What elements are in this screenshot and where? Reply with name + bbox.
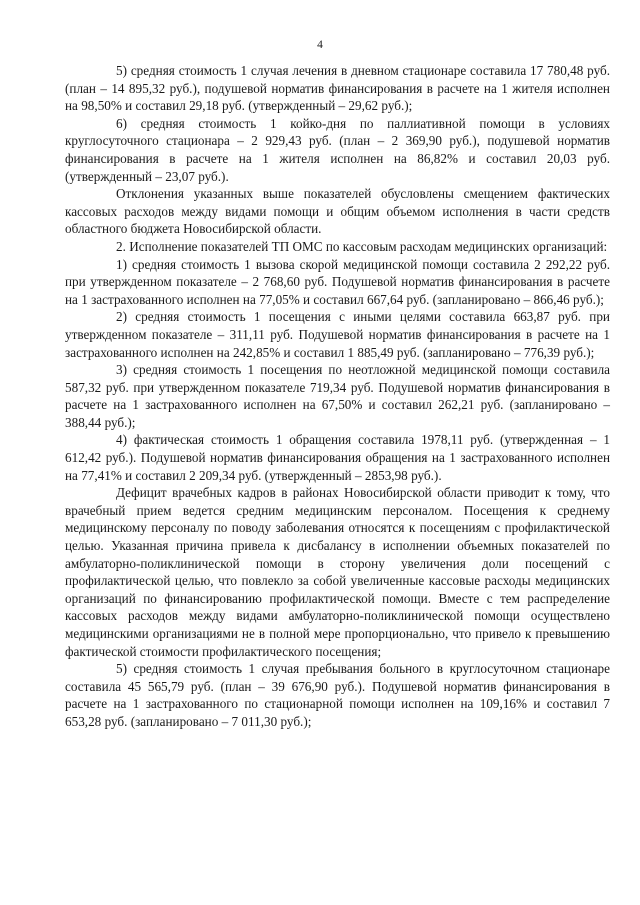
document-body [65,62,610,731]
paragraph-other-visit-cost: 2) средняя стоимость 1 посещения с иными целями составила 663,87 руб. при утвержденном показателе – 311,11 руб. Подушевой норматив финансирования в расчете на 1 застрахованного исполнен на 242,85% и составил 1 885,49 руб. (запланировано – 776,39 руб.); [65,309,610,360]
paragraph-ambulance-call-cost: 1) средняя стоимость 1 вызова скорой медицинской помощи составила 2 292,22 руб. при утвержденном показателе – 2 768,60 руб. Подушевой норматив финансирования в расчете на 1 застрахованного исполнен на 77,05% и составил 667,64 руб. (запланировано – 866,46 руб.); [65,256,610,307]
paragraph-day-hospital-cost: 5) средняя стоимость 1 случая лечения в дневном стационаре составила 17 780,48 руб. (план – 14 895,32 руб.), подушевой норматив финансирования в расчете на 1 жителя исполнен на 98,50% и составил 29,18 руб. (утвержденный – 29,62 руб.); [65,63,610,114]
paragraph-palliative-bed-day-cost: 6) средняя стоимость 1 койко-дня по паллиативной помощи в условиях круглосуточного стационара – 2 929,43 руб. (план – 2 369,90 руб.), подушевой норматив финансирования в расчете на 1 жителя исполнен на 86,82% и составил 20,03 руб. (утвержденный – 23,07 руб.). [65,115,610,184]
page-number: 4 [317,39,323,51]
paragraph-urgent-care-visit-cost: 3) средняя стоимость 1 посещения по неотложной медицинской помощи составила 587,32 руб. при утвержденном показателе 719,34 руб. Подушевой норматив финансирования в расчете на 1 застрахованного исполнен на 67,50% и составил 262,21 руб. (запланировано – 388,44 руб.); [65,362,610,430]
paragraph-inpatient-case-cost: 5) средняя стоимость 1 случая пребывания больного в круглосуточном стационаре составила 45 565,79 руб. (план – 39 676,90 руб.). Подушевой норматив финансирования в расчете на 1 застрахованного по стационарной помощи исполнен на 109,16% и составил 7 653,28 руб. (запланировано – 7 011,30 руб.); [65,661,610,729]
paragraph-staff-deficit: Дефицит врачебных кадров в районах Новосибирской области приводит к тому, что врачебный прием ведется средним медицинским персоналом. Посещения к среднему медицинскому персоналу по поводу заболевания относятся к посещениям с профилактической целью. Указанная причина привела к дисбалансу в исполнении объемных показателей по амбулаторно-поликлинической помощи в сторону увеличения доли посещений с профилактической целью, что повлекло за собой увеличенные кассовые расходы медицинских организаций по финансированию профилактической помощи. Вместе с тем распределение кассовых расходов между видами амбулаторно-поликлинической помощи осуществлено медицинскими организациями не в полной мере пропорционально, что привело к превышению фактической стоимости профилактического посещения; [65,485,610,659]
paragraph-deviation-explanation: Отклонения указанных выше показателей обусловлены смещением фактических кассовых расходов между видами помощи и общим объемом исполнения в части средств областного бюджета Новосибирской области. [65,186,610,237]
paragraph-appeal-cost: 4) фактическая стоимость 1 обращения составила 1978,11 руб. (утвержденная – 1 612,42 руб.). Подушевой норматив финансирования обращения на 1 застрахованного исполнен на 77,41% и составил 2 209,34 руб. (утвержденный – 2853,98 руб.). [65,432,610,483]
paragraph-section-2-heading: 2. Исполнение показателей ТП ОМС по кассовым расходам медицинских организаций: [116,238,608,254]
